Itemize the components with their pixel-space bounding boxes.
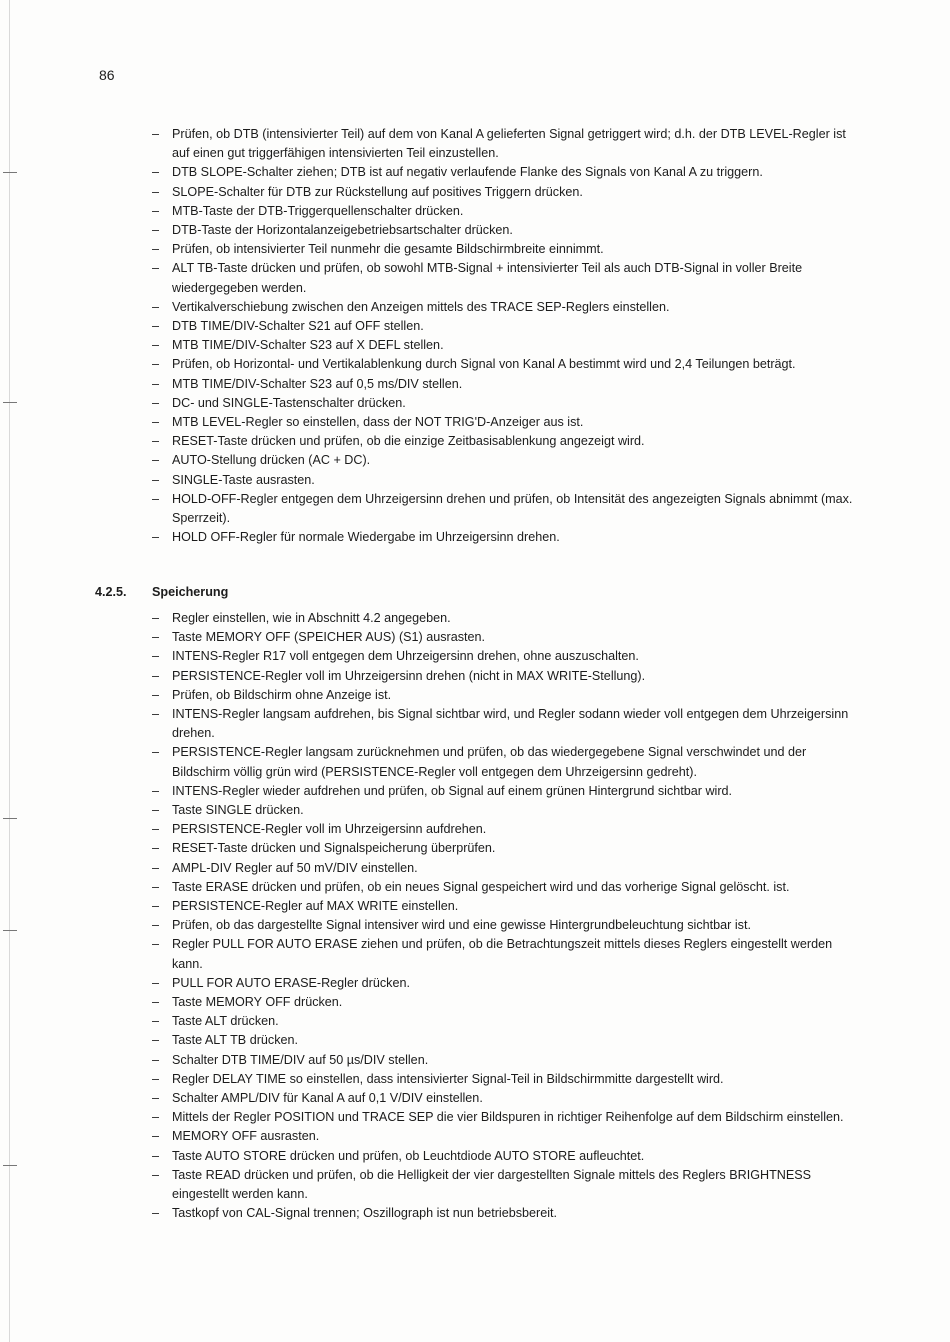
list-item: – Taste AUTO STORE drücken und prüfen, ob Leuchtdiode AUTO STORE aufleuchtet.	[152, 1147, 857, 1166]
list-item: – Prüfen, ob intensivierter Teil nunmehr die gesamte Bildschirmbreite einnimmt.	[152, 240, 857, 259]
list-item: – PERSISTENCE-Regler voll im Uhrzeigersinn aufdrehen.	[152, 820, 857, 839]
list-item: – SLOPE-Schalter für DTB zur Rückstellung auf positives Triggern drücken.	[152, 183, 857, 202]
list-item: – ALT TB-Taste drücken und prüfen, ob sowohl MTB-Signal + intensivierter Teil als auch DTB-Signal in voller Breite wiedergegeben werden.	[152, 259, 857, 297]
list-item: – Prüfen, ob DTB (intensivierter Teil) auf dem von Kanal A gelieferten Signal getriggert wird; d.h. der DTB LEVEL-Regler ist auf einen gut triggerfähigen intensivierten Teil einzustellen.	[152, 125, 857, 163]
list-item: – Prüfen, ob Horizontal- und Vertikalablenkung durch Signal von Kanal A bestimmt wird und 2,4 Teilungen beträgt.	[152, 355, 857, 374]
margin-tick	[3, 172, 17, 173]
list-item: – MTB TIME/DIV-Schalter S23 auf X DEFL stellen.	[152, 336, 857, 355]
list-item: – SINGLE-Taste ausrasten.	[152, 471, 857, 490]
list-item: – Taste MEMORY OFF (SPEICHER AUS) (S1) ausrasten.	[152, 628, 857, 647]
list-item: – INTENS-Regler langsam aufdrehen, bis Signal sichtbar wird, und Regler sodann wieder voll entgegen dem Uhrzeigersinn drehen.	[152, 705, 857, 743]
list-item: – Taste SINGLE drücken.	[152, 801, 857, 820]
list-item: – Taste MEMORY OFF drücken.	[152, 993, 857, 1012]
list-item: – DTB TIME/DIV-Schalter S21 auf OFF stellen.	[152, 317, 857, 336]
section-number: 4.2.5.	[95, 585, 127, 599]
margin-tick	[3, 402, 17, 403]
list-item: – AUTO-Stellung drücken (AC + DC).	[152, 451, 857, 470]
section-title: Speicherung	[152, 585, 229, 599]
list-item: – AMPL-DIV Regler auf 50 mV/DIV einstellen.	[152, 859, 857, 878]
list-item: – Prüfen, ob Bildschirm ohne Anzeige ist.	[152, 686, 857, 705]
list-item: – Tastkopf von CAL-Signal trennen; Oszillograph ist nun betriebsbereit.	[152, 1204, 857, 1223]
list-item: – INTENS-Regler R17 voll entgegen dem Uhrzeigersinn drehen, ohne auszuschalten.	[152, 647, 857, 666]
margin-tick	[3, 818, 17, 819]
page-number: 86	[99, 67, 115, 83]
list-item: – Regler einstellen, wie in Abschnitt 4.2 angegeben.	[152, 609, 857, 628]
list-item: – RESET-Taste drücken und prüfen, ob die einzige Zeitbasisablenkung angezeigt wird.	[152, 432, 857, 451]
list-item: – Taste ALT drücken.	[152, 1012, 857, 1031]
list-item: – DTB SLOPE-Schalter ziehen; DTB ist auf negativ verlaufende Flanke des Signals von Kanal A zu triggern.	[152, 163, 857, 182]
list-item: – Taste ALT TB drücken.	[152, 1031, 857, 1050]
list-item: – PULL FOR AUTO ERASE-Regler drücken.	[152, 974, 857, 993]
instruction-list-1	[152, 125, 857, 547]
list-item: – MTB LEVEL-Regler so einstellen, dass der NOT TRIG'D-Anzeiger aus ist.	[152, 413, 857, 432]
list-item: – Mittels der Regler POSITION und TRACE SEP die vier Bildspuren in richtiger Reihenfolge auf dem Bildschirm einstellen.	[152, 1108, 857, 1127]
list-item: – Prüfen, ob das dargestellte Signal intensiver wird und eine gewisse Hintergrundbeleuchtung sichtbar ist.	[152, 916, 857, 935]
list-item: – DTB-Taste der Horizontalanzeigebetriebsartschalter drücken.	[152, 221, 857, 240]
list-item: – DC- und SINGLE-Tastenschalter drücken.	[152, 394, 857, 413]
list-item: – Regler PULL FOR AUTO ERASE ziehen und prüfen, ob die Betrachtungszeit mittels dieses Reglers eingestellt werden kann.	[152, 935, 857, 973]
list-item: – INTENS-Regler wieder aufdrehen und prüfen, ob Signal auf einem grünen Hintergrund sichtbar wird.	[152, 782, 857, 801]
list-item: – Vertikalverschiebung zwischen den Anzeigen mittels des TRACE SEP-Reglers einstellen.	[152, 298, 857, 317]
list-item: – Taste ERASE drücken und prüfen, ob ein neues Signal gespeichert wird und das vorherige Signal gelöscht. ist.	[152, 878, 857, 897]
list-item: – MTB TIME/DIV-Schalter S23 auf 0,5 ms/DIV stellen.	[152, 375, 857, 394]
list-item: – PERSISTENCE-Regler auf MAX WRITE einstellen.	[152, 897, 857, 916]
list-item: – Schalter AMPL/DIV für Kanal A auf 0,1 V/DIV einstellen.	[152, 1089, 857, 1108]
list-item: – MEMORY OFF ausrasten.	[152, 1127, 857, 1146]
list-item: – HOLD OFF-Regler für normale Wiedergabe im Uhrzeigersinn drehen.	[152, 528, 857, 547]
list-item: – PERSISTENCE-Regler voll im Uhrzeigersinn drehen (nicht in MAX WRITE-Stellung).	[152, 667, 857, 686]
list-item: – Taste READ drücken und prüfen, ob die Helligkeit der vier dargestellten Signale mittels des Reglers BRIGHTNESS eingestellt werden kann.	[152, 1166, 857, 1204]
list-item: – MTB-Taste der DTB-Triggerquellenschalter drücken.	[152, 202, 857, 221]
binding-margin-line	[9, 0, 10, 1342]
list-item: – HOLD-OFF-Regler entgegen dem Uhrzeigersinn drehen und prüfen, ob Intensität des angezeigten Signals abnimmt (max. Sperrzeit).	[152, 490, 857, 528]
list-item: – Regler DELAY TIME so einstellen, dass intensivierter Signal-Teil in Bildschirmmitte dargestellt wird.	[152, 1070, 857, 1089]
instruction-list-2	[152, 609, 857, 1224]
margin-tick	[3, 930, 17, 931]
list-item: – PERSISTENCE-Regler langsam zurücknehmen und prüfen, ob das wiedergegebene Signal verschwindet und der Bildschirm völlig grün wird (PERSISTENCE-Regler voll entgegen dem Uhrzeigersinn gedreht).	[152, 743, 857, 781]
list-item: – RESET-Taste drücken und Signalspeicherung überprüfen.	[152, 839, 857, 858]
list-item: – Schalter DTB TIME/DIV auf 50 µs/DIV stellen.	[152, 1051, 857, 1070]
margin-tick	[3, 1165, 17, 1166]
